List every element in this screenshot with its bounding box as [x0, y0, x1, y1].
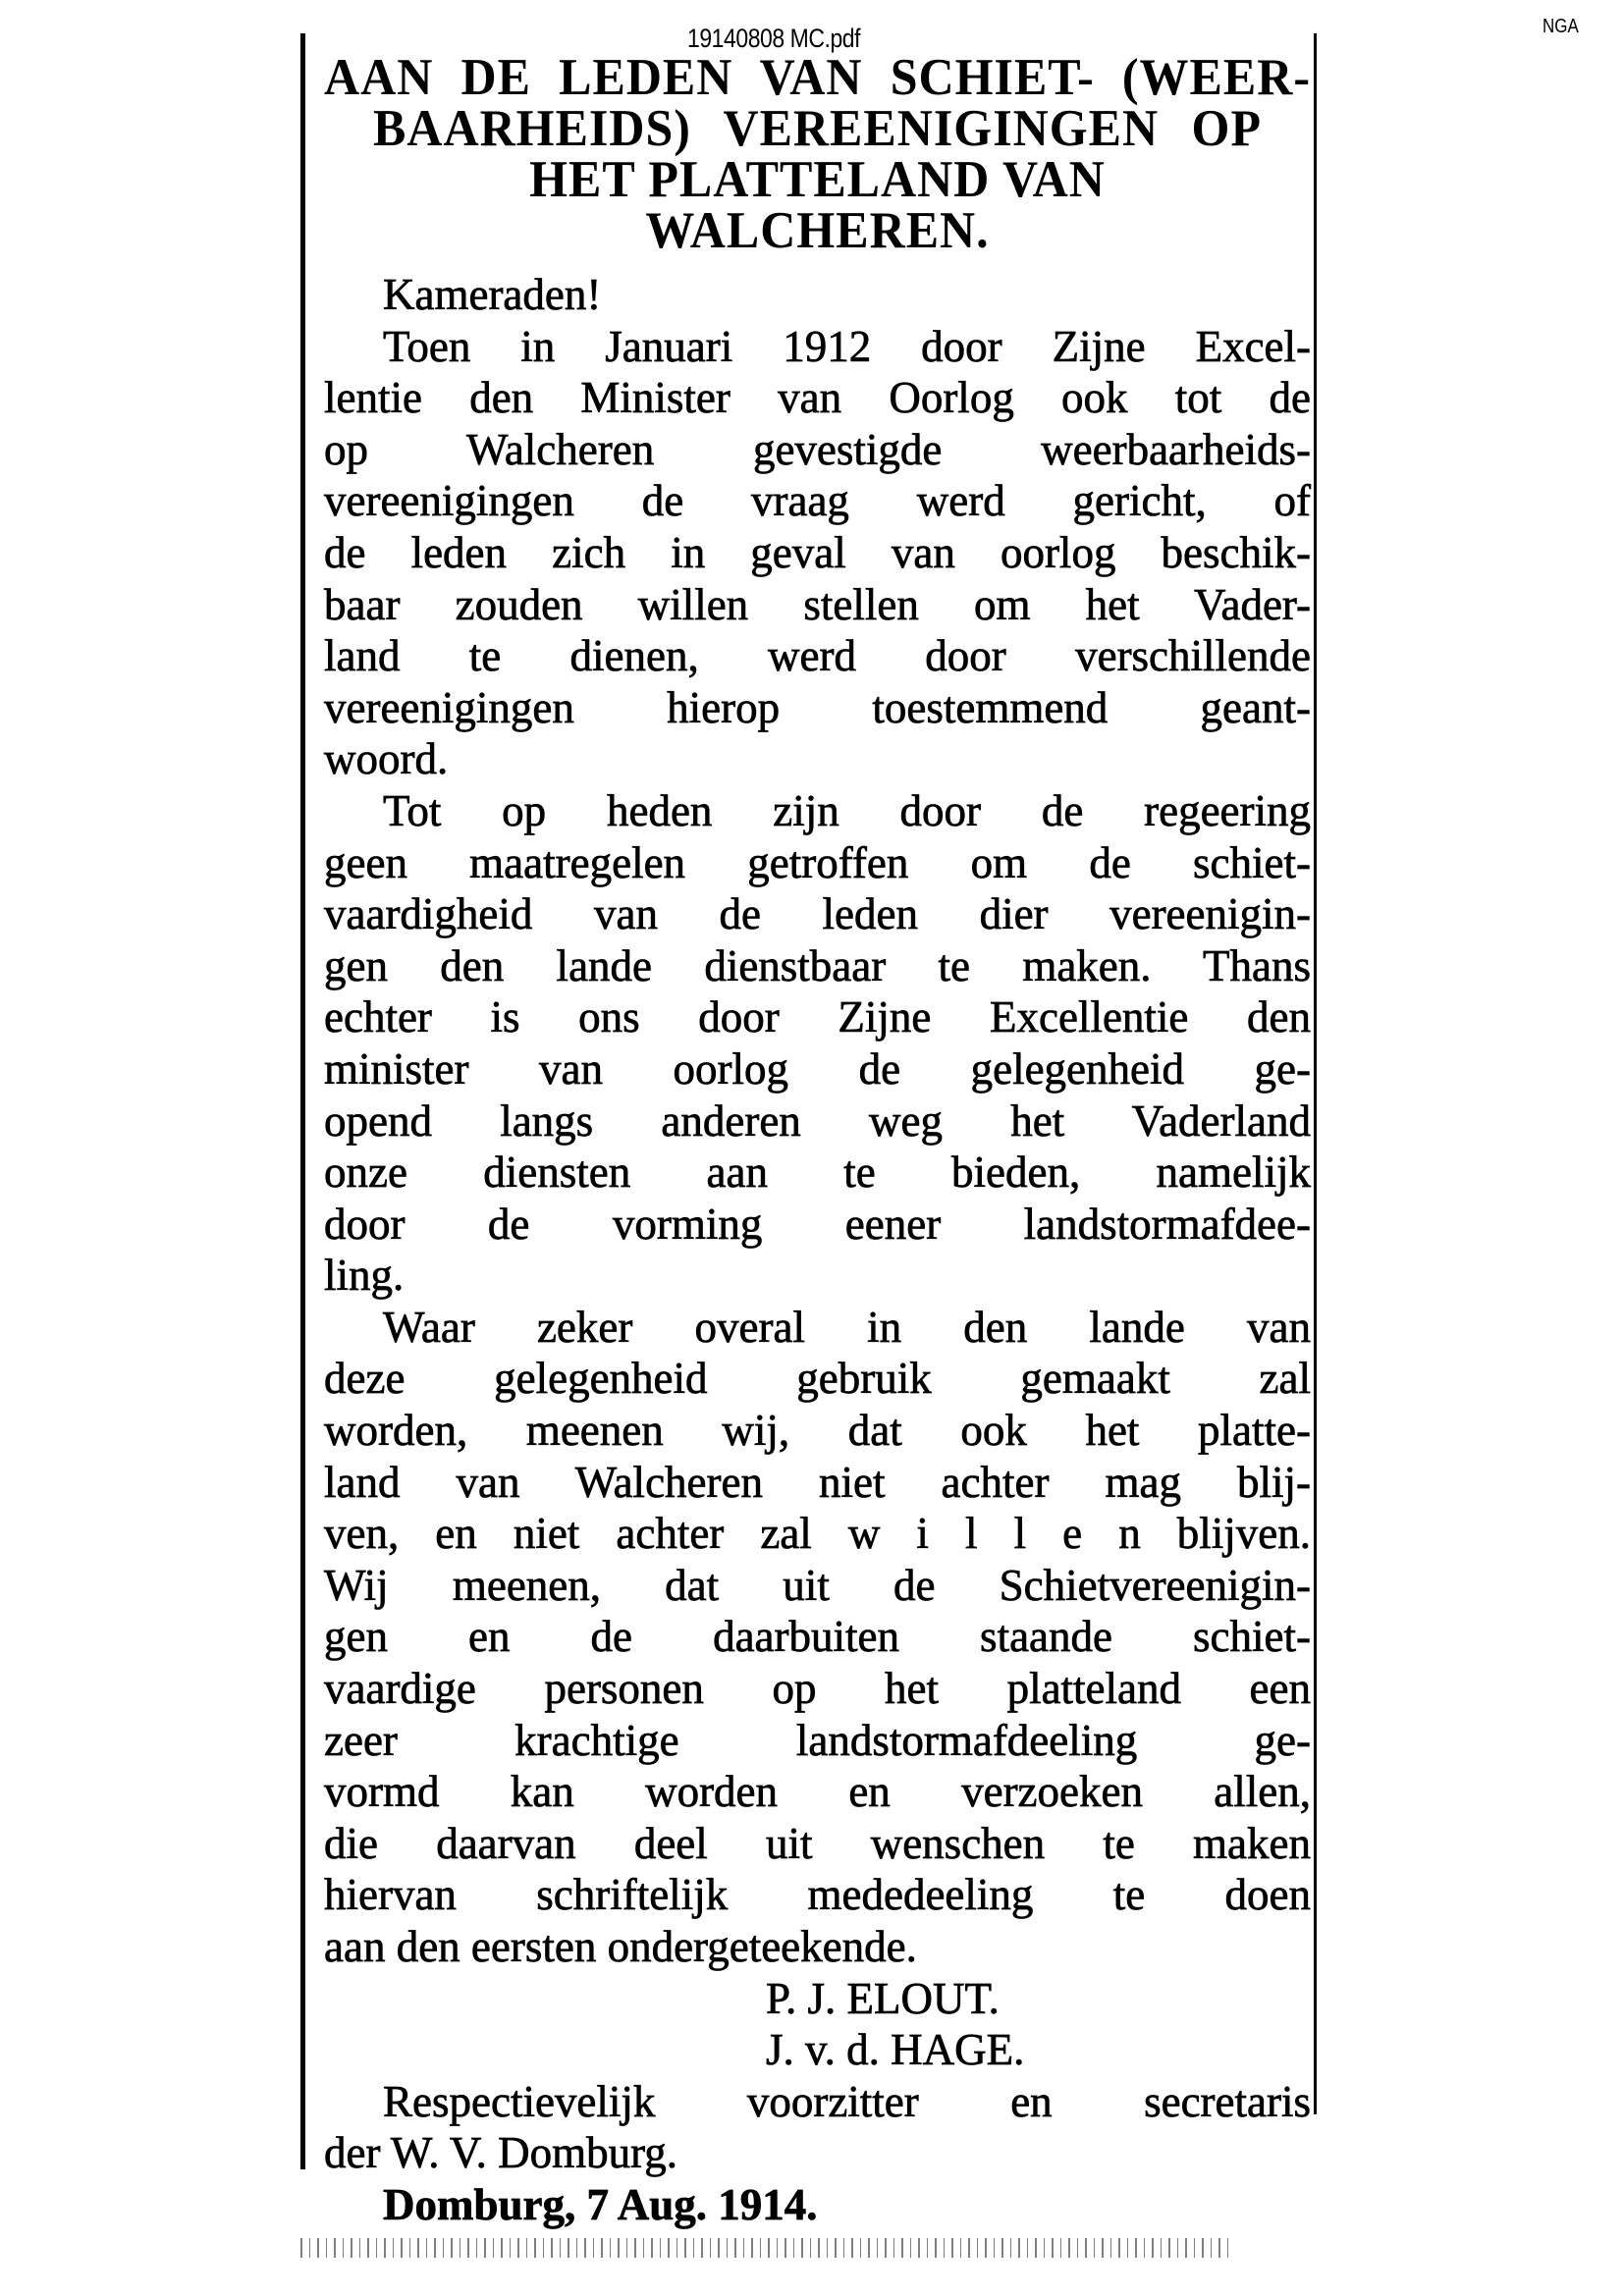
source-label: NGA — [1542, 16, 1579, 37]
signatory: J. v. d. HAGE. — [766, 2025, 1025, 2075]
title-line: AAN DE LEDEN VAN SCHIET- (WEER- — [324, 47, 1311, 106]
paragraph-line: land van Walcheren niet achter mag blij- — [324, 1457, 1311, 1507]
paragraph-line: gen en de daarbuiten staande schiet- — [324, 1612, 1311, 1662]
paragraph-line: die daarvan deel uit wenschen te maken — [324, 1818, 1311, 1868]
paragraph-line: vaardigheid van de leden dier vereenigin- — [324, 889, 1311, 939]
column-rule-right — [1314, 33, 1317, 2114]
greeting: Kameraden! — [383, 270, 602, 319]
paragraph-line: lentie den Minister van Oorlog ook tot de — [324, 373, 1311, 423]
paragraph-line: vereenigingen de vraag werd gericht, of — [324, 476, 1311, 526]
column-rule-left — [300, 33, 305, 2169]
paragraph-line: ling. — [324, 1251, 405, 1301]
file-name-label: 19140808 MC.pdf — [687, 24, 861, 53]
paragraph-line: Wij meenen, dat uit de Schietvereenigin- — [324, 1560, 1311, 1610]
paragraph-line: op Walcheren gevestigde weerbaarheids- — [324, 424, 1311, 474]
paragraph-line: hiervan schriftelijk mededeeling te doen — [324, 1870, 1311, 1920]
paragraph-line: gen den lande dienstbaar te maken. Thans — [324, 940, 1311, 990]
dateline: Domburg, 7 Aug. 1914. — [383, 2179, 818, 2229]
title-line: WALCHEREN. — [645, 200, 990, 259]
paragraph-line: vormd kan worden en verzoeken allen, — [324, 1767, 1311, 1817]
role-line: der W. V. Domburg. — [324, 2128, 678, 2178]
paragraph-line: door de vorming eener landstormafdee- — [324, 1199, 1311, 1249]
paragraph-line: land te dienen, werd door verschillende — [324, 631, 1311, 681]
paragraph-line: Tot op heden zijn door de regeering — [383, 785, 1311, 835]
paragraph-line: geen maatregelen getroffen om de schiet- — [324, 837, 1311, 887]
paragraph-line: onze diensten aan te bieden, namelijk — [324, 1148, 1311, 1198]
paragraph-line: ven, en niet achter zal w i l l e n blijven. — [324, 1509, 1311, 1559]
paragraph-line: minister van oorlog de gelegenheid ge- — [324, 1043, 1311, 1094]
paragraph-line: echter is ons door Zijne Excellentie den — [324, 992, 1311, 1042]
paragraph-line: worden, meenen wij, dat ook het platte- — [324, 1406, 1311, 1456]
title-line: BAARHEIDS) VEREENIGINGEN OP — [373, 98, 1262, 157]
paragraph-line: woord. — [324, 734, 449, 784]
paragraph-line: aan den eersten ondergeteekende. — [324, 1922, 917, 1971]
scan-noise — [300, 2238, 1233, 2258]
role-line: Respectievelijk voorzitter en secretaris — [383, 2076, 1311, 2126]
paragraph-line: Toen in Januari 1912 door Zijne Excel- — [383, 321, 1311, 371]
paragraph-line: de leden zich in geval van oorlog beschik- — [324, 527, 1311, 577]
article-body — [324, 269, 1311, 2231]
article-title — [324, 47, 1311, 259]
title-line: HET PLATTELAND VAN — [529, 149, 1106, 208]
paragraph-line: zeer krachtige landstormafdeeling ge- — [324, 1715, 1311, 1765]
paragraph-line: vaardige personen op het platteland een — [324, 1664, 1311, 1714]
signatory: P. J. ELOUT. — [766, 1973, 1000, 2023]
paragraph-line: opend langs anderen weg het Vaderland — [324, 1095, 1311, 1146]
paragraph-line: Waar zeker overal in den lande van — [383, 1302, 1311, 1352]
paragraph-line: vereenigingen hierop toestemmend geant- — [324, 682, 1311, 732]
paragraph-line: deze gelegenheid gebruik gemaakt zal — [324, 1354, 1311, 1404]
paragraph-line: baar zouden willen stellen om het Vader- — [324, 579, 1311, 629]
